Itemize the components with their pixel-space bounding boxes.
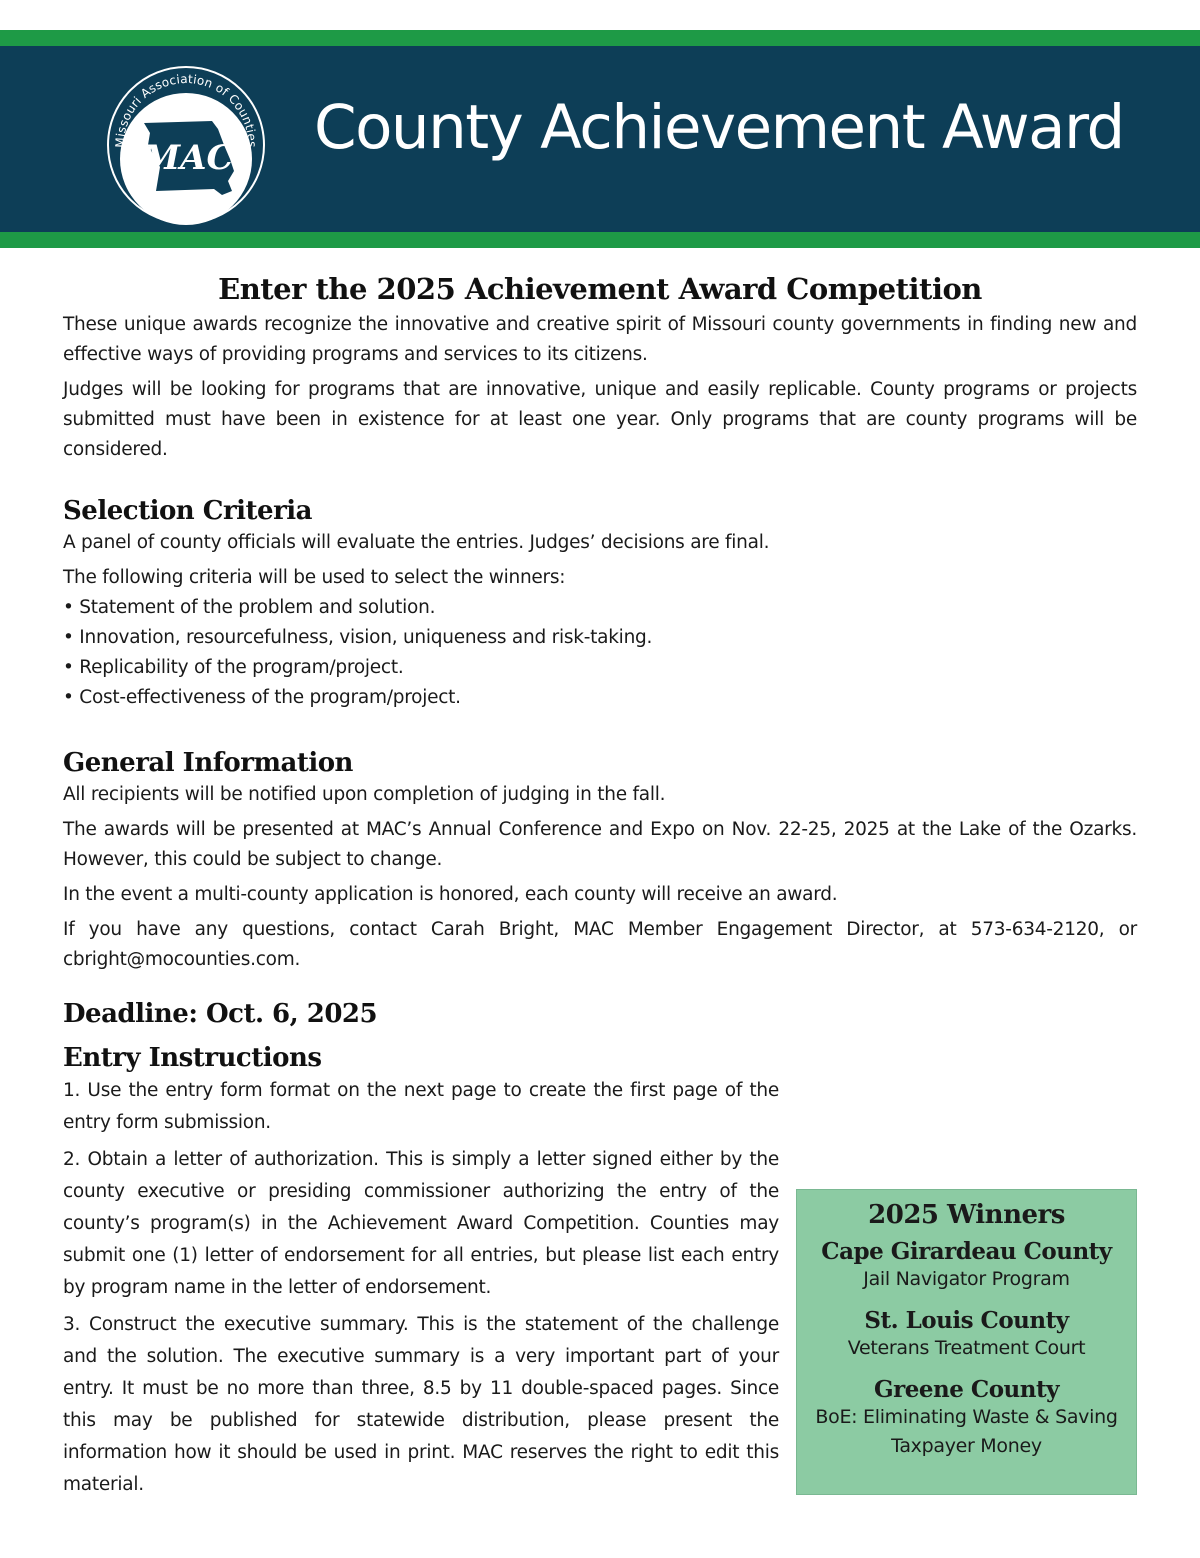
criteria-item: • Replicability of the program/project.	[63, 657, 404, 678]
entry-step: 2. Obtain a letter of authorization. This is simply a letter signed either by the county executive or presiding commissioner authorizing the entry of the county’s program(s) in the Achievement Award Competition. Counties may submit one (1) letter of endorsement for all entries, but please list each entry by program name in the letter of endorsement.	[63, 1149, 779, 1298]
intro-heading: Enter the 2025 Achievement Award Competition	[218, 272, 982, 306]
logo-initials: MAC	[142, 138, 234, 178]
criteria-list	[63, 563, 1137, 713]
selection-heading: Selection Criteria	[63, 496, 312, 526]
entry-steps	[63, 1075, 779, 1501]
logo-ring-text: Missouri Association of Counties	[112, 71, 260, 148]
deadline-heading: Deadline: Oct. 6, 2025	[63, 999, 378, 1029]
winners-heading: 2025 Winners	[868, 1200, 1065, 1230]
winner-program: Jail Navigator Program	[863, 1268, 1070, 1290]
selection-section	[63, 494, 1137, 713]
general-paragraph-2: The awards will be presented at MAC’s Annual Conference and Expo on Nov. 22-25, 2025 at the Lake of the Ozarks. However, this could be subject to change.	[63, 819, 1137, 870]
winner-program: BoE: Eliminating Waste & Saving Taxpayer Money	[815, 1406, 1118, 1457]
mac-logo	[104, 63, 268, 227]
criteria-intro: The following criteria will be used to select the winners:	[63, 567, 566, 588]
selection-paragraph-1: A panel of county officials will evaluate the entries. Judges’ decisions are final.	[63, 532, 770, 553]
criteria-item: • Cost-effectiveness of the program/project.	[63, 687, 461, 708]
entry-step: 3. Construct the executive summary. This is the statement of the challenge and the solution. The executive summary is a very important part of your entry. It must be no more than three, 8.5 by 11 double-spaced pages. Since this may be published for statewide distribution, please present the information how it should be used in print. MAC reserves the right to edit this material.	[63, 1314, 779, 1495]
winner-county: Greene County	[874, 1376, 1059, 1403]
entry-heading: Entry Instructions	[63, 1043, 322, 1073]
criteria-item: • Innovation, resourcefulness, vision, uniqueness and risk-taking.	[63, 627, 653, 648]
header-bottom-stripe	[0, 232, 1200, 248]
general-section	[63, 746, 1137, 975]
winner-program: Veterans Treatment Court	[847, 1337, 1086, 1359]
page-title: County Achievement Award	[314, 92, 1124, 163]
intro-paragraph-1: These unique awards recognize the innovative and creative spirit of Missouri county governments in finding new and effective ways of providing programs and services to its citizens.	[63, 314, 1137, 365]
winner-county: St. Louis County	[864, 1307, 1069, 1334]
header-top-stripe	[0, 30, 1200, 46]
winner-county: Cape Girardeau County	[821, 1238, 1112, 1265]
general-paragraph-3: In the event a multi-county application is honored, each county will receive an award.	[63, 884, 838, 905]
general-paragraph-4: If you have any questions, contact Carah Bright, MAC Member Engagement Director, at 573-634-2120, or cbright@mocounties.com.	[63, 919, 1137, 970]
general-paragraph-1: All recipients will be notified upon completion of judging in the fall.	[63, 784, 666, 805]
winners-box	[796, 1189, 1137, 1495]
entry-step: 1. Use the entry form format on the next page to create the first page of the entry form submission.	[63, 1080, 779, 1133]
general-heading: General Information	[63, 748, 353, 778]
criteria-item: • Statement of the problem and solution.	[63, 597, 436, 618]
intro-paragraph-2: Judges will be looking for programs that are innovative, unique and easily replicable. County programs or projects submitted must have been in existence for at least one year. Only programs that are county programs will be considered.	[63, 379, 1137, 460]
